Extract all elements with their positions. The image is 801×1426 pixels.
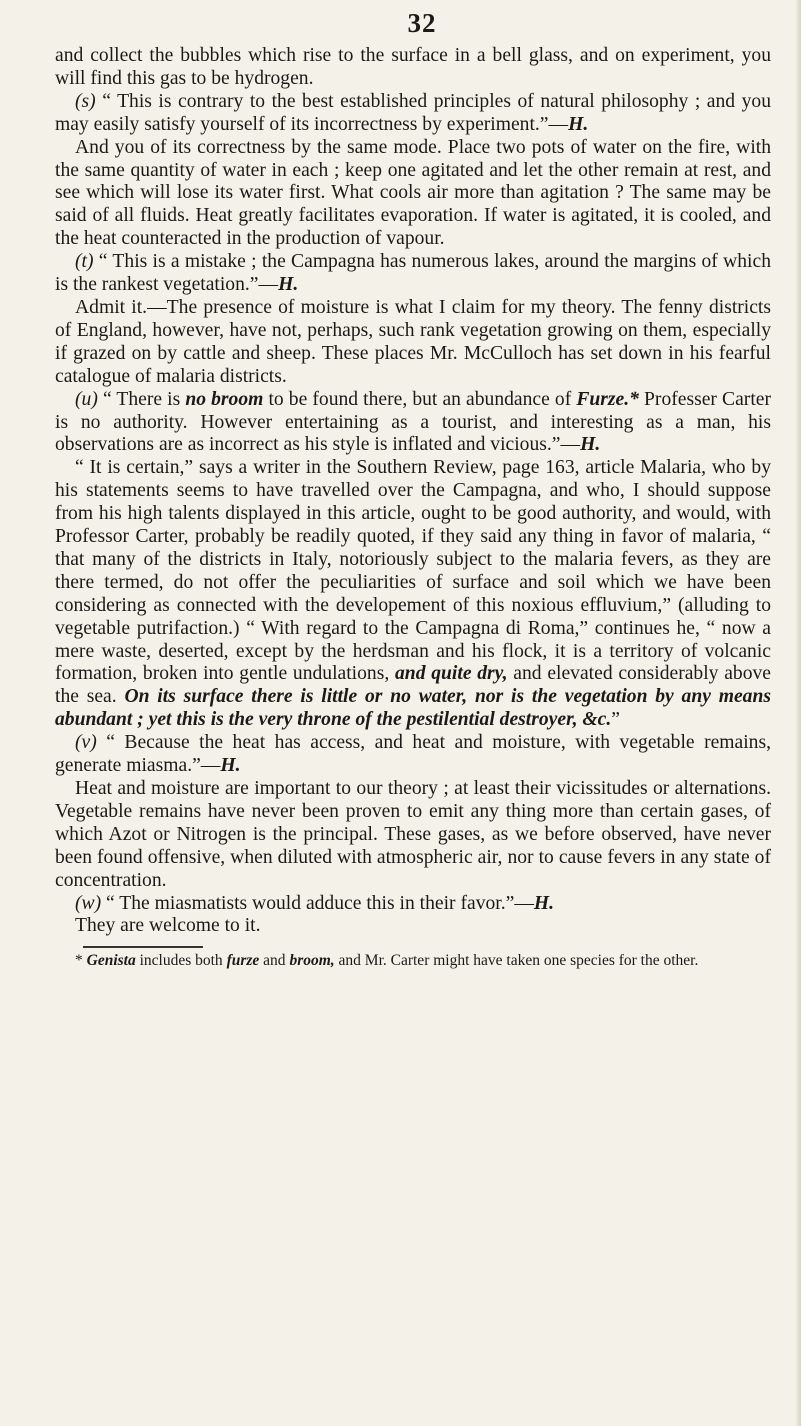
paragraph-10: (w) “ The miasmatists would adduce this in their favor.”—H. <box>75 892 555 914</box>
paragraph-2: (s) “ This is contrary to the best established principles of natural philosophy ; and you may easily satisfy yourself of its incorrectness by experiment.”—H. <box>55 90 772 135</box>
paragraph-9: Heat and moisture are important to our theory ; at least their vicissitudes or alternations. Vegetable remains have never been proven to emit any thing more than certain gases, of which Azot or Nitrogen is the principal. These gases, as we before observed, have never been found offensive, when diluted with atmospheric air, nor to cause fevers in any state of concentration. <box>55 778 771 891</box>
paragraph-11: They are welcome to it. <box>75 915 261 937</box>
paragraph-4: (t) “ This is a mistake ; the Campagna has numerous lakes, around the margins of which is the rankest vegetation.”—H. <box>55 251 771 296</box>
paragraph-1: and collect the bubbles which rise to the surface in a bell glass, and on experiment, you will find this gas to be hydrogen. <box>55 45 771 89</box>
page-edge-shadow <box>795 0 801 1426</box>
paragraph-5: Admit it.—The presence of moisture is what I claim for my theory. The fenny districts of England, however, have not, perhaps, such rank vegetation growing on them, especially if grazed on by cattle and sheep. These places Mr. McCulloch has set down in his fearful catalogue of malaria districts. <box>55 296 771 387</box>
paragraph-6: (u) “ There is no broom to be found there, but an abundance of Furze.* Professer Carter is no authority. However entertaining as a tourist, and interesting as a man, his observations are as incorrect as his style is inflated and vicious.”—H. <box>55 388 771 456</box>
paragraph-7: “ It is certain,” says a writer in the Southern Review, page 163, article Malaria, who by his statements seems to have travelled over the Campagna, and who, I should suppose from his high talents displayed in this article, ought to be good authority, and would, with Professor Carter, probably be readily quoted, if they said any thing in favor of malaria, “ that many of the districts in Italy, notoriously subject to the malaria fevers, as they are there termed, do not offer the peculiarities of surface and soil which we have been considering as connected with the developement of this noxious effluvium,” (alluding to vegetable putrifaction.) “ With regard to the Campagna di Roma,” continues he, “ now a mere waste, deserted, except by the herdsman and his flock, it is a territory of volcanic formation, broken into gentle undulations, and quite dry, and elevated considerably above the sea. On its surface there is little or no water, nor is the vegetation by any means abundant ; yet this is the very throne of the pestilential destroyer, &c.” <box>55 457 771 731</box>
paragraph-8: (v) “ Because the heat has access, and heat and moisture, with vegetable remains, generate miasma.”—H. <box>55 732 771 777</box>
footnote: * Genista includes both furze and broom, and Mr. Carter might have taken one species for the other. <box>75 952 699 970</box>
footnote-divider <box>83 946 203 948</box>
body-text <box>55 45 771 938</box>
page-number: 32 <box>407 8 437 38</box>
paragraph-3: And you of its correctness by the same mode. Place two pots of water on the fire, with the same quantity of water in each ; keep one agitated and let the other remain at rest, and see which will lose its water first. What cools air more than agitation ? The same may be said of all fluids. Heat greatly facilitates evaporation. If water is agitated, it is cooled, and the heat counteracted in the production of vapour. <box>55 136 771 250</box>
